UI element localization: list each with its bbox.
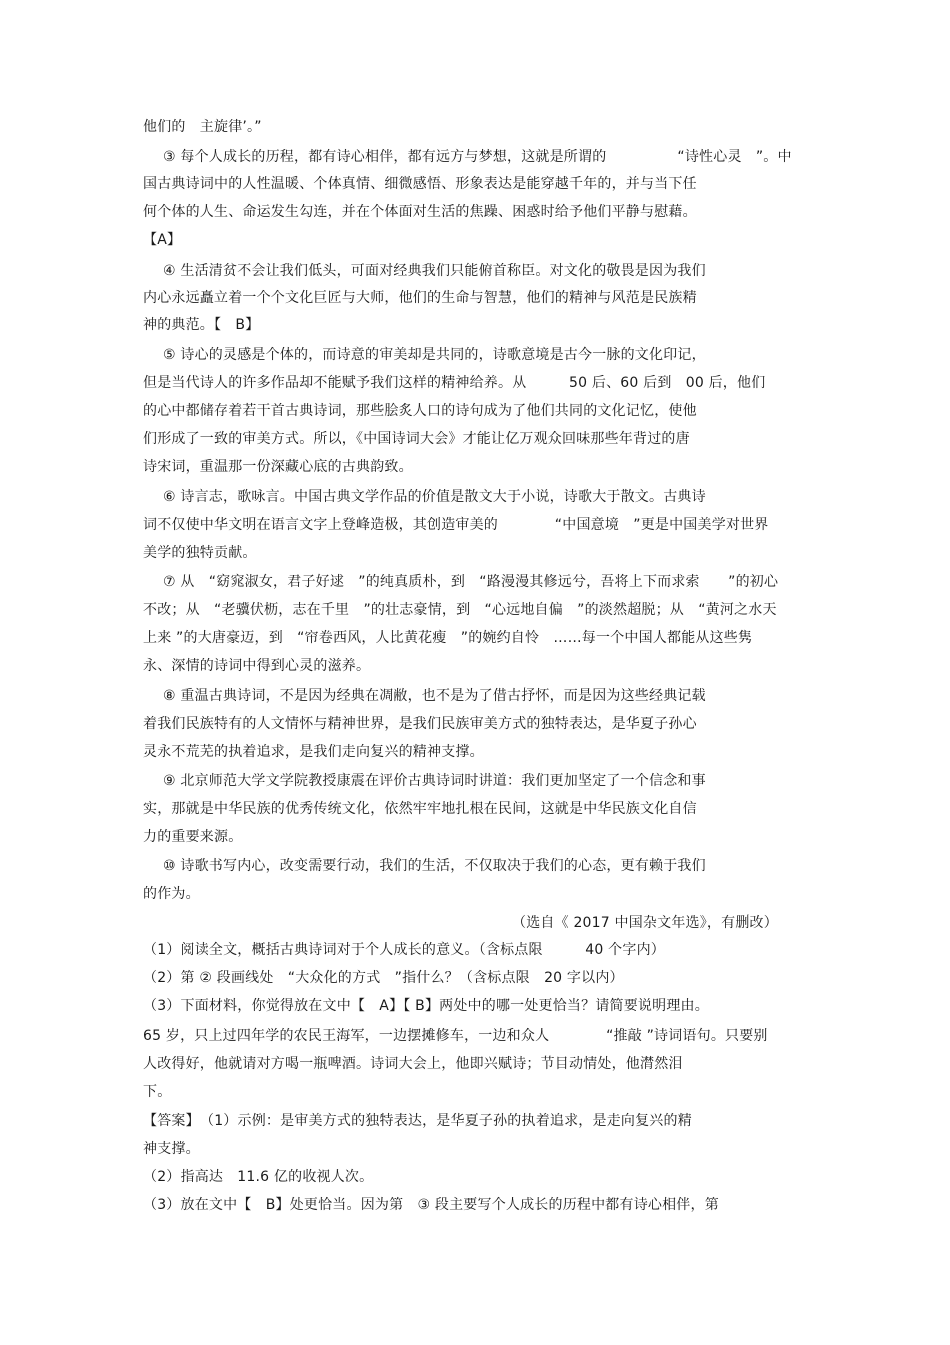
paragraph-5-line: 们形成了一致的审美方式。所以，《中国诗词大会》才能让亿万观众回味那些年背过的唐 — [143, 431, 690, 447]
paragraph-4-line: ④ 生活清贫不会让我们低头，可面对经典我们只能俯首称臣。对文化的敬畏是因为我们 — [163, 263, 706, 279]
question-1: （1）阅读全文，概括古典诗词对于个人成长的意义。（含标点限 40 个字内） — [143, 942, 665, 958]
paragraph-8-line: ⑧ 重温古典诗词，不是因为经典在凋敝，也不是为了借古抒怀，而是因为这些经典记载 — [163, 688, 706, 704]
marker-a: 【A】 — [143, 232, 182, 248]
material-line: 下。 — [143, 1084, 172, 1100]
material-line: 65 岁，只上过四年学的农民王海军，一边摆摊修车，一边和众人 “推敲 ”诗词语句。只要别 — [143, 1028, 768, 1044]
paragraph-6-line: ⑥ 诗言志，歌咏言。中国古典文学作品的价值是散文大于小说，诗歌大于散文。古典诗 — [163, 489, 706, 505]
paragraph-3-line: 国古典诗词中的人性温暖、个体真情、细微感悟、形象表达是能穿越千年的，并与当下任 — [143, 176, 697, 192]
paragraph-6-line: 美学的独特贡献。 — [143, 545, 257, 561]
question-2: （2）第 ② 段画线处 “大众化的方式 ”指什么？（含标点限 20 字以内） — [143, 970, 624, 986]
answer-line: 【答案】 （1）示例：是审美方式的独特表达，是华夏子孙的执着追求，是走向复兴的精 — [143, 1113, 692, 1129]
paragraph-10-line: ⑩ 诗歌书写内心，改变需要行动，我们的生活，不仅取决于我们的心态，更有赖于我们 — [163, 858, 706, 874]
paragraph-7-line: 不改；从 “老骥伏枥，志在千里 ”的壮志豪情，到 “心远地自偏 ”的淡然超脱；从 “黄河之水天 — [143, 602, 777, 618]
question-3: （3）下面材料，你觉得放在文中【 A】【 B】两处中的哪一处更恰当？请简要说明理由。 — [143, 998, 709, 1014]
paragraph-9-line: 力的重要来源。 — [143, 829, 243, 845]
material-line: 人改得好，他就请对方喝一瓶啤酒。诗词大会上，他即兴赋诗；节目动情处，他潸然泪 — [143, 1056, 683, 1072]
paragraph-5-line: 的心中都储存着若干首古典诗词，那些脍炙人口的诗句成为了他们共同的文化记忆，使他 — [143, 403, 697, 419]
paragraph-3-line: ③ 每个人成长的历程，都有诗心相伴，都有远方与梦想，这就是所谓的 “诗性心灵 ”。中 — [163, 149, 792, 165]
answer-line: （2）指高达 11.6 亿的收视人次。 — [143, 1169, 374, 1185]
paragraph-9-line: 实，那就是中华民族的优秀传统文化，依然牢牢地扎根在民间，这就是中华民族文化自信 — [143, 801, 697, 817]
paragraph-4-line: 神的典范。【 B】 — [143, 317, 260, 333]
text-line: 他们的 主旋律’。” — [143, 119, 262, 135]
paragraph-8-line: 着我们民族特有的人文情怀与精神世界，是我们民族审美方式的独特表达，是华夏子孙心 — [143, 716, 697, 732]
source-citation: （选自《 2017 中国杂文年选》，有删改） — [512, 915, 778, 931]
paragraph-4-line: 内心永远矗立着一个个文化巨匠与大师，他们的生命与智慧，他们的精神与风范是民族精 — [143, 290, 697, 306]
paragraph-3-line: 何个体的人生、命运发生勾连，并在个体面对生活的焦躁、困惑时给予他们平静与慰藉。 — [143, 204, 697, 220]
paragraph-5-line: 诗宋词，重温那一份深藏心底的古典韵致。 — [143, 459, 413, 475]
answer-line: （3）放在文中【 B】处更恰当。因为第 ③ 段主要写个人成长的历程中都有诗心相伴，第 — [143, 1197, 719, 1213]
paragraph-7-line: 上来 ”的大唐豪迈，到 “帘卷西风，人比黄花瘦 ”的婉约自怜 ……每一个中国人都能从这些隽 — [143, 630, 753, 646]
paragraph-8-line: 灵永不荒芜的执着追求，是我们走向复兴的精神支撑。 — [143, 744, 484, 760]
paragraph-7-line: ⑦ 从 “窈窕淑女，君子好逑 ”的纯真质朴，到 “路漫漫其修远兮，吾将上下而求索 ”的初心 — [163, 574, 779, 590]
paragraph-10-line: 的作为。 — [143, 886, 200, 902]
paragraph-6-line: 词不仅使中华文明在语言文字上登峰造极，其创造审美的 “中国意境 ”更是中国美学对世界 — [143, 517, 769, 533]
paragraph-7-line: 永、深情的诗词中得到心灵的滋养。 — [143, 658, 371, 674]
paragraph-9-line: ⑨ 北京师范大学文学院教授康震在评价古典诗词时讲道：我们更加坚定了一个信念和事 — [163, 773, 706, 789]
paragraph-5-line: 但是当代诗人的许多作品却不能赋予我们这样的精神给养。从 50 后、60 后到 00 后，他们 — [143, 375, 766, 391]
paragraph-5-line: ⑤ 诗心的灵感是个体的，而诗意的审美却是共同的，诗歌意境是古今一脉的文化印记， — [163, 347, 706, 363]
answer-line: 神支撑。 — [143, 1141, 200, 1157]
